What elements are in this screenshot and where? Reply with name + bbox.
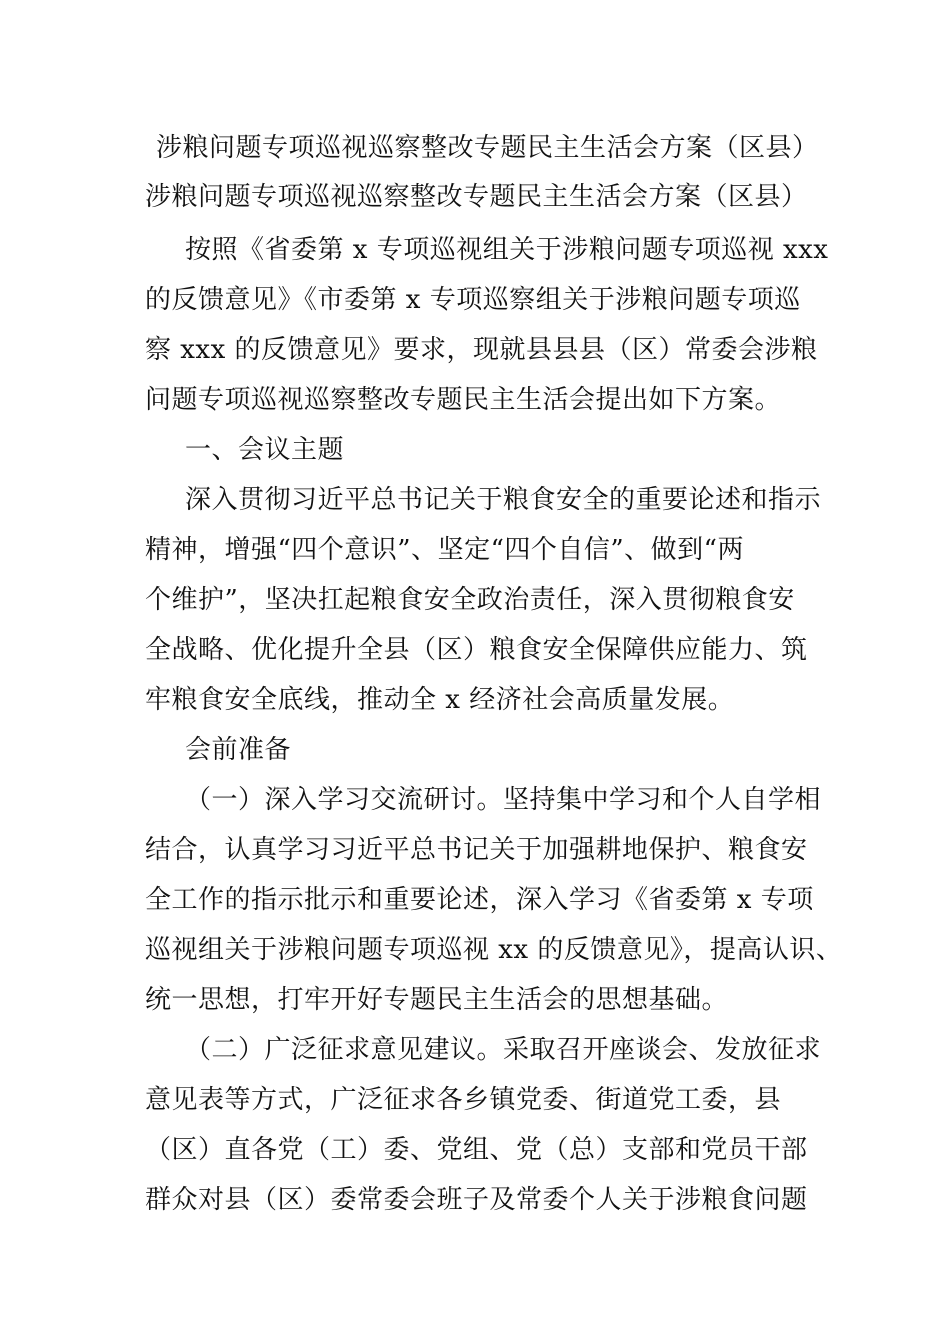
paragraph-line: 个维护”，坚决扛起粮食安全政治责任，深入贯彻粮食安 [145, 585, 795, 615]
paragraph-line: （一）深入学习交流研讨。坚持集中学习和个人自学相 [185, 785, 822, 815]
paragraph-line: 察 xxx 的反馈意见》要求，现就县县县（区）常委会涉粮 [145, 335, 818, 365]
paragraph-line: （区）直各党（工）委、党组、党（总）支部和党员干部 [145, 1135, 808, 1165]
paragraph-line: 精神，增强“四个意识”、坚定“四个自信”、做到“两 [145, 535, 744, 565]
paragraph-line: 意见表等方式，广泛征求各乡镇党委、街道党工委，县 [145, 1085, 782, 1115]
document-title: 涉粮问题专项巡视巡察整改专题民主生活会方案（区县） [156, 133, 819, 163]
paragraph-line: 牢粮食安全底线，推动全 x 经济社会高质量发展。 [145, 685, 735, 715]
paragraph-line: 巡视组关于涉粮问题专项巡视 xx 的反馈意见》，提高认识、 [145, 935, 843, 965]
paragraph-line: 群众对县（区）委常委会班子及常委个人关于涉粮食问题 [145, 1185, 808, 1215]
paragraph-line: 全战略、优化提升全县（区）粮食安全保障供应能力、筑 [145, 635, 808, 665]
paragraph-line: 按照《省委第 x 专项巡视组关于涉粮问题专项巡视 xxx [185, 235, 829, 265]
paragraph-line: 全工作的指示批示和重要论述，深入学习《省委第 x 专项 [145, 885, 814, 915]
paragraph-line: 问题专项巡视巡察整改专题民主生活会提出如下方案。 [145, 385, 782, 415]
document-subtitle: 涉粮问题专项巡视巡察整改专题民主生活会方案（区县） [145, 182, 808, 212]
paragraph-line: 统一思想，打牢开好专题民主生活会的思想基础。 [145, 985, 729, 1015]
section-heading: 一、会议主题 [185, 435, 345, 465]
paragraph-line: 结合，认真学习习近平总书记关于加强耕地保护、粮食安 [145, 835, 808, 865]
paragraph-line: 的反馈意见》《市委第 x 专项巡察组关于涉粮问题专项巡 [145, 285, 801, 315]
section-heading: 会前准备 [185, 735, 292, 765]
paragraph-line: （二）广泛征求意见建议。采取召开座谈会、发放征求 [185, 1035, 822, 1065]
paragraph-line: 深入贯彻习近平总书记关于粮食安全的重要论述和指示 [185, 485, 822, 515]
